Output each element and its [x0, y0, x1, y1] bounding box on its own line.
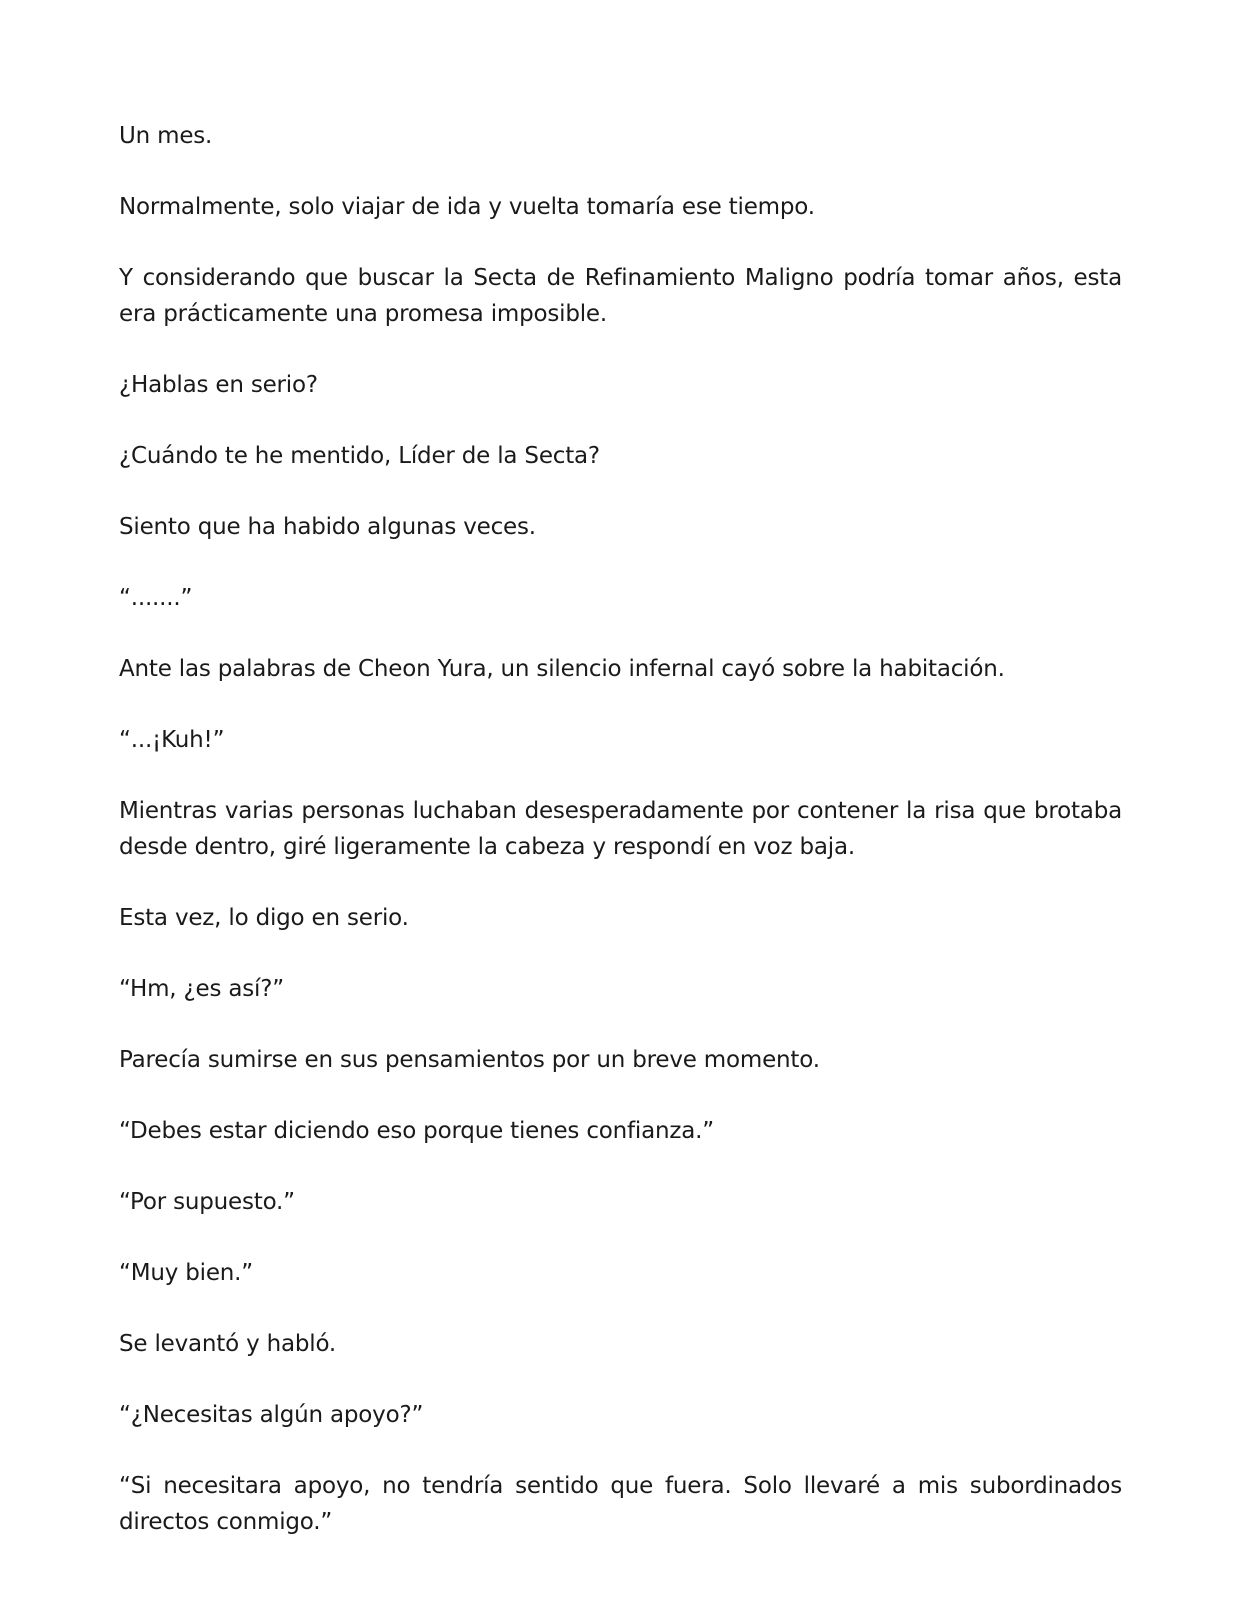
- paragraph: “Debes estar diciendo eso porque tienes confianza.”: [119, 1118, 714, 1144]
- paragraph: “Muy bien.”: [119, 1260, 254, 1286]
- paragraph: “Si necesitara apoyo, no tendría sentido que fuera. Solo llevaré a mis subordinados directos conmigo.”: [119, 1473, 1122, 1535]
- paragraph: Esta vez, lo digo en serio.: [119, 905, 409, 931]
- paragraph: “Hm, ¿es así?”: [119, 976, 284, 1002]
- paragraph: Y considerando que buscar la Secta de Refinamiento Maligno podría tomar años, esta era prácticamente una promesa imposible.: [119, 265, 1122, 327]
- document-body: [119, 118, 1122, 1575]
- paragraph: “...¡Kuh!”: [119, 727, 225, 753]
- paragraph: Se levantó y habló.: [119, 1331, 337, 1357]
- paragraph: Normalmente, solo viajar de ida y vuelta tomaría ese tiempo.: [119, 194, 815, 220]
- paragraph: Parecía sumirse en sus pensamientos por un breve momento.: [119, 1047, 820, 1073]
- paragraph: “Por supuesto.”: [119, 1189, 295, 1215]
- paragraph: ¿Cuándo te he mentido, Líder de la Secta?: [119, 443, 600, 469]
- paragraph: “.......”: [119, 585, 193, 611]
- paragraph: Siento que ha habido algunas veces.: [119, 514, 536, 540]
- paragraph: “¿Necesitas algún apoyo?”: [119, 1402, 424, 1428]
- paragraph: Un mes.: [119, 123, 213, 149]
- paragraph: ¿Hablas en serio?: [119, 372, 318, 398]
- paragraph: Ante las palabras de Cheon Yura, un silencio infernal cayó sobre la habitación.: [119, 656, 1005, 682]
- paragraph: Mientras varias personas luchaban desesperadamente por contener la risa que brotaba desde dentro, giré ligeramente la cabeza y respondí en voz baja.: [119, 798, 1122, 860]
